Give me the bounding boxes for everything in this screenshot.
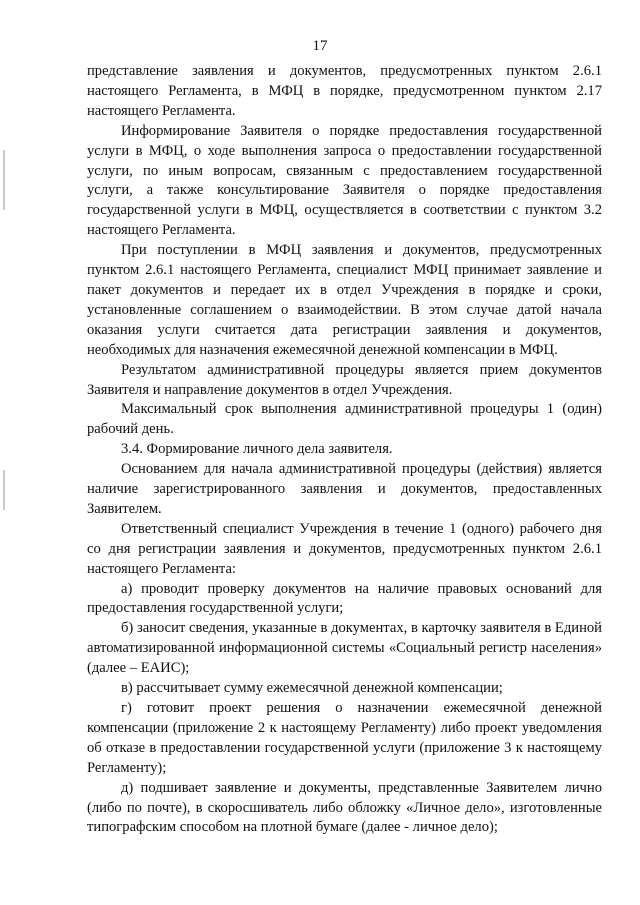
page-number: 17: [312, 38, 328, 54]
paragraph: Результатом административной процедуры является прием документов Заявителя и направление документов в отдел Учреждения.: [87, 361, 602, 398]
document-body: [87, 62, 602, 838]
paragraph: представление заявления и документов, предусмотренных пунктом 2.6.1 настоящего Регламента, в МФЦ в порядке, предусмотренном пунктом 2.17 настоящего Регламента.: [87, 63, 602, 119]
section-heading: 3.4. Формирование личного дела заявителя.: [121, 441, 393, 458]
paragraph: Информирование Заявителя о порядке предоставления государственной услуги в МФЦ, о ходе выполнения запроса о предоставлении государственной услуги, по иным вопросам, связанным с предоставлением государственной услуги, а также консультирование Заявителя о порядке предоставления государственной услуги в МФЦ, осуществляется в соответствии с пунктом 3.2 настоящего Регламента.: [87, 122, 602, 239]
paragraph: Максимальный срок выполнения административной процедуры 1 (один) рабочий день.: [87, 401, 602, 438]
list-item: б) заносит сведения, указанные в документах, в карточку заявителя в Единой автоматизированной информационной системы «Социальный регистр населения» (далее – ЕАИС);: [87, 620, 602, 677]
paragraph: Основанием для начала административной процедуры (действия) является наличие зарегистрированного заявления и документов, предоставленных Заявителем.: [87, 461, 602, 517]
list-item: д) подшивает заявление и документы, представленные Заявителем лично (либо по почте), в скоросшиватель либо обложку «Личное дело», изготовленные типографским способом на плотной бумаге (далее - личное дело);: [87, 779, 602, 836]
scan-edge-mark: [3, 150, 5, 210]
paragraph: Ответственный специалист Учреждения в течение 1 (одного) рабочего дня со дня регистрации заявления и документов, предусмотренных пунктом 2.6.1 настоящего Регламента:: [87, 520, 602, 577]
list-item: в) рассчитывает сумму ежемесячной денежной компенсации;: [121, 680, 503, 697]
list-item: а) проводит проверку документов на наличие правовых оснований для предоставления государственной услуги;: [87, 580, 602, 617]
list-item: г) готовит проект решения о назначении ежемесячной денежной компенсации (приложение 2 к настоящему Регламенту) либо проект уведомления об отказе в предоставлении государственной услуги (приложение 3 к настоящему Регламенту);: [87, 700, 602, 776]
paragraph: При поступлении в МФЦ заявления и документов, предусмотренных пунктом 2.6.1 настоящего Регламента, специалист МФЦ принимает заявление и пакет документов и передает их в отдел Учреждения в порядке и сроки, установленные соглашением о взаимодействии. В этом случае датой начала оказания услуги считается дата регистрации заявления и документов, необходимых для назначения ежемесячной денежной компенсации в МФЦ.: [87, 242, 602, 358]
scan-edge-mark: [3, 470, 5, 510]
